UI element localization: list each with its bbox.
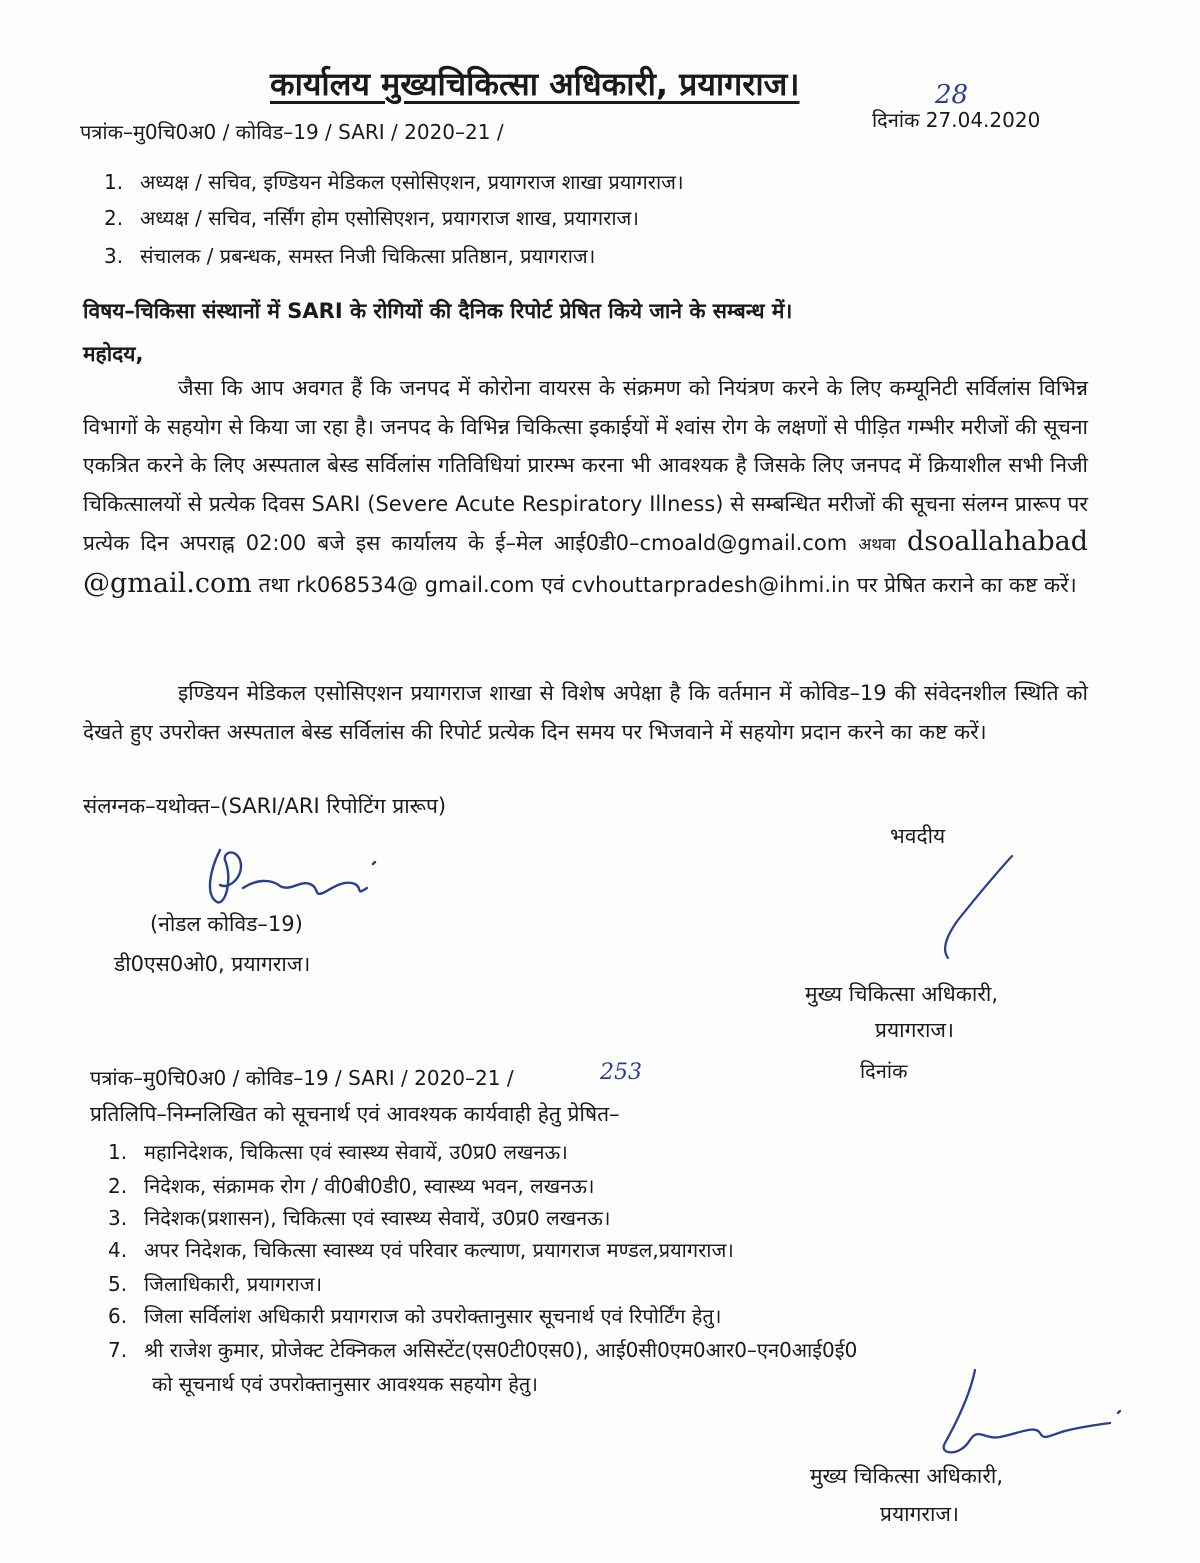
cmo-designation: मुख्य चिकित्सा अधिकारी,	[805, 982, 999, 1006]
handwritten-dispatch-number: 28	[935, 80, 969, 110]
yours-faithfully: भवदीय	[890, 824, 946, 848]
letter-date: दिनांक 27.04.2020	[872, 108, 1041, 132]
addressee-text: अध्यक्ष / सचिव, इण्डियन मेडिकल एसोसिएशन, प्रयागराज शाखा प्रयागराज।	[140, 170, 684, 194]
handwritten-copy-number: 253	[600, 1060, 642, 1085]
copy-item-text: श्री राजेश कुमार, प्रोजेक्ट टेक्निकल असिस्टेंट(एस0टी0एस0), आई0सी0एम0आर0–एन0आई0ई0	[144, 1338, 858, 1362]
salutation: महोदय,	[83, 342, 144, 366]
email-address: cvhouttarpradesh@ihmi.in	[571, 572, 851, 597]
office-title: कार्यालय मुख्यचिकित्सा अधिकारी, प्रयागराज।	[270, 65, 800, 103]
copy-item	[108, 1270, 322, 1297]
final-cmo-designation: मुख्य चिकित्सा अधिकारी,	[810, 1464, 1004, 1488]
copy-date-label: दिनांक	[860, 1059, 908, 1083]
paragraph-text: जैसा कि आप अवगत हैं कि जनपद में कोरोना वायरस के संक्रमण को नियंत्रण करने के लिए कम्यूनिटी सर्विलांस विभिन्न विभागों के सहयोग से किया जा रहा है। जनपद के विभिन्न चिकित्सा इकाईयों में श्वांस रोग के लक्षणों से पीड़ित गम्भीर मरीजों की सूचना एकत्रित करने के लिए अस्पताल बेस्ड सर्विलांस गतिविधियां प्रारम्भ करना भी आवश्यक है जिसके लिए जनपद में क्रियाशील सभी निजी चिकित्सालयों से प्रत्येक दिवस SARI (Severe Acute Respiratory Illness) से सम्बन्धित मरीजों की सूचना संलग्न प्रारूप पर प्रत्येक दिन अपराह्न 02:00 बजे इस कार्यालय के ई–मेल	[83, 376, 1088, 555]
addressee-number: 3.	[104, 244, 124, 268]
copy-item-text: अपर निदेशक, चिकित्सा स्वास्थ्य एवं परिवार कल्याण, प्रयागराज मण्डल,प्रयागराज।	[144, 1238, 734, 1262]
copy-item-number: 5.	[108, 1272, 128, 1296]
copy-item-number: 6.	[108, 1304, 128, 1328]
addressee-number: 1.	[104, 170, 124, 194]
reference-number: पत्रांक–मु0चि0अ0 / कोविड–19 / SARI / 2020–21 /	[80, 120, 504, 144]
copy-item	[108, 1302, 721, 1329]
copy-item	[108, 1204, 610, 1231]
copy-item	[108, 1138, 568, 1165]
nodal-office: डी0एस0ओ0, प्रयागराज।	[114, 952, 311, 976]
cmo-place: प्रयागराज।	[875, 1018, 954, 1042]
addressee-number: 2.	[104, 206, 124, 230]
subject-line: विषय–चिकिसा संस्थानों में SARI के रोगियों की दैनिक रिपोर्ट प्रेषित किये जाने के सम्बन्ध में।	[83, 299, 793, 323]
body-paragraph-2: इण्डियन मेडिकल एसोसिएशन प्रयागराज शाखा से विशेष अपेक्षा है कि वर्तमान में कोविड–19 की संवेदनशील स्थिति को देखते हुए उपरोक्त अस्पताल बेस्ड सर्विलांस की रिपोर्ट प्रत्येक दिन समय पर भिजवाने में सहयोग प्रदान करने का कष्ट करें।	[83, 681, 1088, 744]
cmo-signature	[930, 850, 1030, 970]
copy-item-number: 2.	[108, 1174, 128, 1198]
nodal-signature	[195, 840, 385, 920]
conjunction: एवं	[541, 572, 565, 597]
copy-item-text: जिलाधिकारी, प्रयागराज।	[144, 1272, 323, 1296]
enclosure-note: संलग्नक–यथोक्त–(SARI/ARI रिपोटिंग प्रारूप)	[83, 794, 447, 818]
copy-item	[108, 1336, 857, 1363]
copy-item	[108, 1236, 734, 1263]
nodal-title: (नोडल कोविड–19)	[150, 912, 303, 936]
addressee-item	[104, 204, 639, 231]
copy-item-number: 7.	[108, 1338, 128, 1362]
conjunction: अथवा	[858, 535, 896, 555]
email-address: dsoallahabad @gmail.com	[83, 526, 1088, 599]
copy-item-continuation: को सूचनार्थ एवं उपरोक्तानुसार आवश्यक सहयोग हेतु।	[152, 1372, 538, 1396]
body-paragraph-1	[83, 369, 1088, 604]
copy-intro: प्रतिलिपि–निम्नलिखित को सूचनार्थ एवं आवश्यक कार्यवाही हेतु प्रेषित–	[90, 1102, 620, 1126]
copy-item	[108, 1172, 595, 1199]
copy-item-text: जिला सर्विलांश अधिकारी प्रयागराज को उपरोक्तानुसार सूचनार्थ एवं रिपोर्टिंग हेतु।	[144, 1304, 722, 1328]
email-address: rk068534@ gmail.com	[296, 572, 535, 597]
copy-item-number: 1.	[108, 1140, 128, 1164]
addressee-text: संचालक / प्रबन्धक, समस्त निजी चिकित्सा प्रतिष्ठान, प्रयागराज।	[140, 244, 596, 268]
addressee-item	[104, 168, 684, 195]
copy-item-text: निदेशक, संक्रामक रोग / वी0बी0डी0, स्वास्थ्य भवन, लखनऊ।	[144, 1174, 595, 1198]
copy-item-text: महानिदेशक, चिकित्सा एवं स्वास्थ्य सेवायें, उ0प्र0 लखनऊ।	[144, 1140, 568, 1164]
copy-item-text: निदेशक(प्रशासन), चिकित्सा एवं स्वास्थ्य सेवायें, उ0प्र0 लखनऊ।	[144, 1206, 611, 1230]
paragraph-text: पर प्रेषित कराने का कष्ट करें।	[856, 572, 1077, 597]
copy-item-number: 4.	[108, 1238, 128, 1262]
addressee-text: अध्यक्ष / सचिव, नर्सिंग होम एसोसिएशन, प्रयागराज शाख, प्रयागराज।	[140, 206, 639, 230]
copy-reference-number: पत्रांक–मु0चि0अ0 / कोविड–19 / SARI / 2020–21 /	[90, 1066, 514, 1090]
conjunction: तथा	[258, 572, 290, 597]
email-address: आई0डी0–cmoald@gmail.com	[553, 531, 848, 555]
copy-item-number: 3.	[108, 1206, 128, 1230]
cmo-signature-final	[930, 1365, 1130, 1465]
addressee-item	[104, 242, 595, 269]
final-cmo-place: प्रयागराज।	[880, 1502, 959, 1526]
